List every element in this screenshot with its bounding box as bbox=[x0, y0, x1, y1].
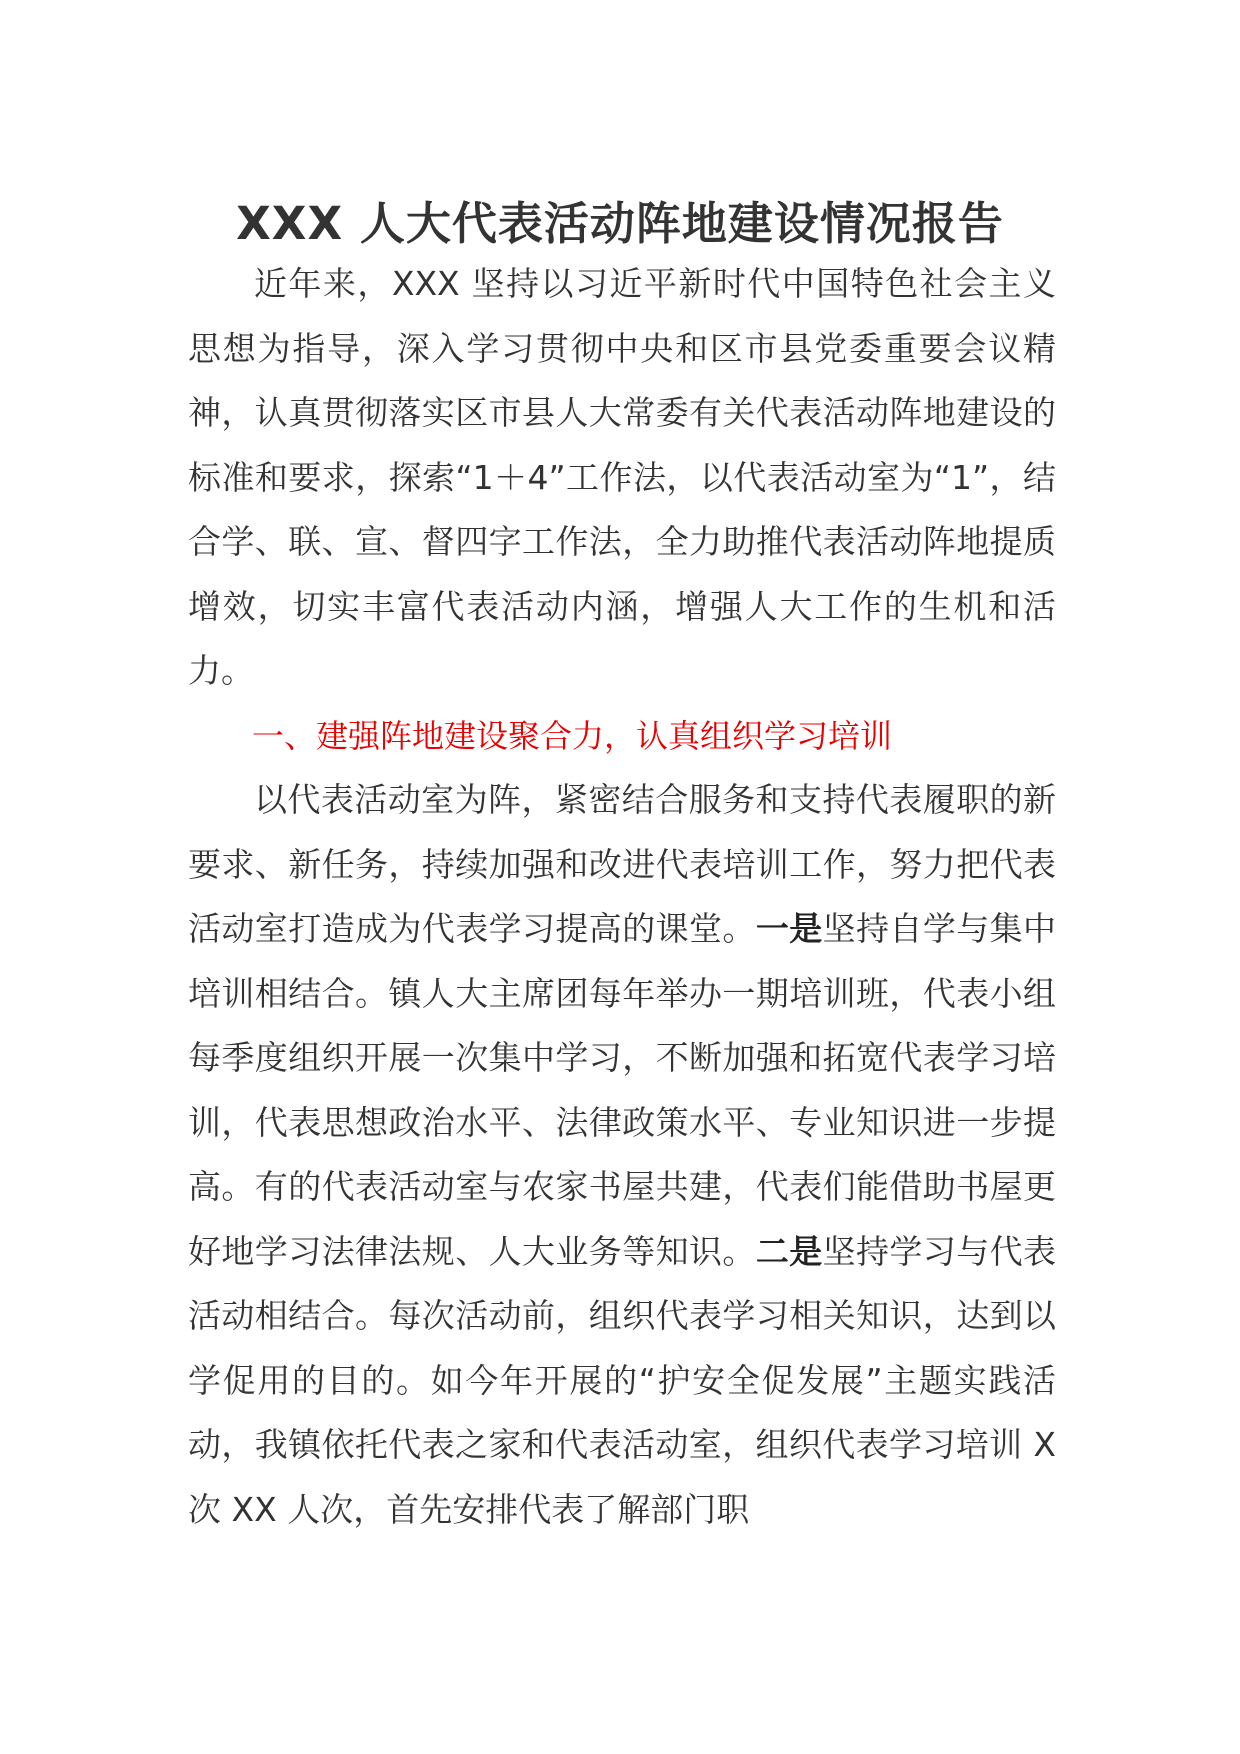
document-title: XXX 人大代表活动阵地建设情况报告 bbox=[236, 197, 1004, 250]
intro-paragraph: 近年来，XXX 坚持以习近平新时代中国特色社会主义思想为指导，深入学习贯彻中央和区市县党委重要会议精神，认真贯彻落实区市县人大常委有关代表活动阵地建设的标准和要求，探索“1＋4”工作法，以代表活动室为“1”，结合学、联、宣、督四字工作法，全力助推代表活动阵地提质增效，切实丰富代表活动内涵，增强人大工作的生机和活力。 bbox=[188, 264, 1056, 690]
section-heading-1: 一、建强阵地建设聚合力，认真组织学习培训 bbox=[252, 716, 893, 755]
document-body bbox=[188, 252, 1056, 1542]
point-marker-two: 二是 bbox=[755, 1231, 823, 1271]
section-1-text-lead: 以代表活动室为阵，紧密结合服务和支持代表履职的新要求、新任务，持续加强和改进代表培训工作，努力把代表活动室打造成为代表学习提高的课堂。 bbox=[188, 780, 1056, 948]
section-1-paragraph bbox=[188, 768, 1056, 1542]
point-marker-one: 一是 bbox=[755, 909, 823, 948]
section-1-text-point-one: 坚持自学与集中培训相结合。镇人大主席团每年举办一期培训班，代表小组每季度组织开展一次集中学习，不断加强和拓宽代表学习培训，代表思想政治水平、法律政策水平、专业知识进一步提高。有的代表活动室与农家书屋共建，代表们能借助书屋更好地学习法律法规、人大业务等知识。 bbox=[188, 909, 1057, 1271]
section-1-text-point-two: 坚持学习与代表活动相结合。每次活动前，组织代表学习相关知识，达到以学促用的目的。如今年开展的“护安全促发展”主题实践活动，我镇依托代表之家和代表活动室，组织代表学习培训 X 次 XX 人次，首先安排代表了解部门职 bbox=[188, 1231, 1057, 1529]
